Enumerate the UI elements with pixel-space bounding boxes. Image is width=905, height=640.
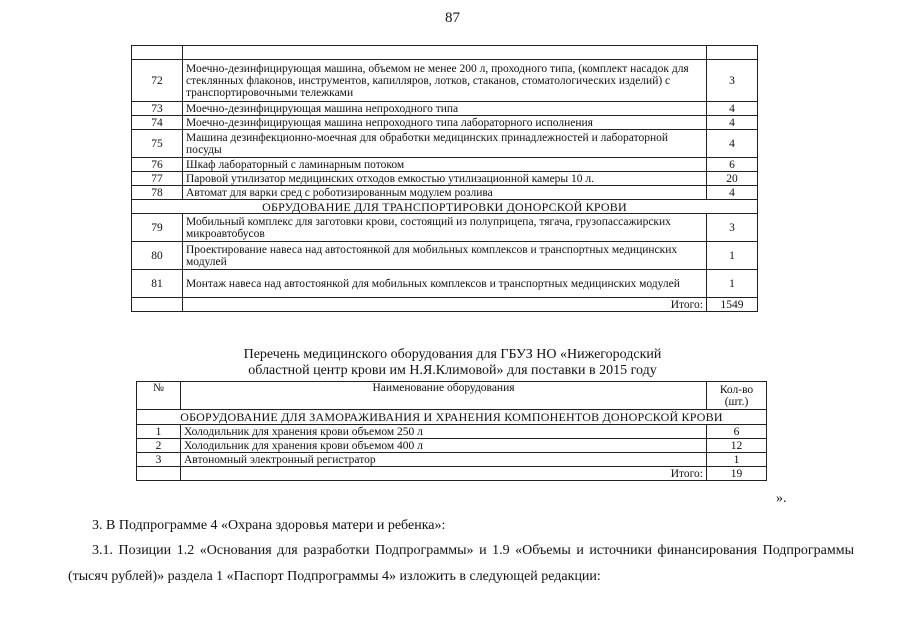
row-name: Холодильник для хранения крови объемом 400 л — [181, 439, 707, 453]
row-num: 80 — [132, 242, 183, 270]
table-row — [132, 270, 758, 298]
row-name: Моечно-дезинфицирующая машина непроходного типа лабораторного исполнения — [183, 116, 707, 130]
total-value: 19 — [707, 467, 767, 481]
empty-cell — [183, 46, 707, 60]
table-row — [132, 102, 758, 116]
row-name: Автомат для варки сред с роботизированным модулем розлива — [183, 186, 707, 200]
row-qty: 3 — [707, 60, 758, 102]
header-num: № — [137, 382, 181, 410]
row-name: Монтаж навеса над автостоянкой для мобильных комплексов и транспортных медицинских модулей — [183, 270, 707, 298]
table-header-row — [132, 46, 758, 60]
total-label: Итого: — [181, 467, 707, 481]
row-name: Холодильник для хранения крови объемом 250 л — [181, 425, 707, 439]
row-num: 2 — [137, 439, 181, 453]
header-name: Наименование оборудования — [181, 382, 707, 410]
total-value: 1549 — [707, 298, 758, 312]
row-num: 74 — [132, 116, 183, 130]
table-row — [137, 439, 767, 453]
row-qty: 12 — [707, 439, 767, 453]
table-row — [132, 60, 758, 102]
table-row — [132, 172, 758, 186]
total-label: Итого: — [183, 298, 707, 312]
total-row — [137, 467, 767, 481]
row-qty: 6 — [707, 158, 758, 172]
row-qty: 3 — [707, 214, 758, 242]
total-row — [132, 298, 758, 312]
paragraph-subprogram-4: 3. В Подпрограмме 4 «Охрана здоровья матери и ребенка»: — [92, 518, 446, 533]
section-title: ОБОРУДОВАНИЕ ДЛЯ ЗАМОРАЖИВАНИЯ И ХРАНЕНИЯ КОМПОНЕНТОВ ДОНОРСКОЙ КРОВИ — [137, 410, 767, 425]
table-row — [132, 242, 758, 270]
row-name: Моечно-дезинфицирующая машина непроходного типа — [183, 102, 707, 116]
table-row — [132, 116, 758, 130]
row-name: Машина дезинфекционно-моечная для обработки медицинских принадлежностей и лабораторной посуды — [183, 130, 707, 158]
row-num: 72 — [132, 60, 183, 102]
row-num: 75 — [132, 130, 183, 158]
empty-cell — [132, 46, 183, 60]
row-name: Автономный электронный регистратор — [181, 453, 707, 467]
row-name: Мобильный комплекс для заготовки крови, состоящий из полуприцепа, тягача, грузопассажирских микроавтобусов — [183, 214, 707, 242]
row-qty: 1 — [707, 453, 767, 467]
table-row — [137, 453, 767, 467]
row-num: 77 — [132, 172, 183, 186]
closing-quote: ». — [776, 491, 787, 506]
row-num: 3 — [137, 453, 181, 467]
table-row — [132, 214, 758, 242]
equipment-table-continued — [131, 45, 758, 312]
row-qty: 6 — [707, 425, 767, 439]
section-row — [132, 200, 758, 214]
empty-cell — [707, 46, 758, 60]
row-qty: 4 — [707, 116, 758, 130]
row-qty: 20 — [707, 172, 758, 186]
table-header-row — [137, 382, 767, 410]
row-num: 81 — [132, 270, 183, 298]
freezing-equipment-table — [136, 381, 767, 481]
page-number: 87 — [445, 10, 460, 26]
paragraph-positions: 3.1. Позиции 1.2 «Основания для разработки Подпрограммы» и 1.9 «Объемы и источники финансирования Подпрограммы (тысяч рублей)» раздела 1 «Паспорт Подпрограммы 4» изложить в следующей редакции: — [68, 543, 854, 584]
row-qty: 1 — [707, 242, 758, 270]
row-num: 79 — [132, 214, 183, 242]
table-row — [132, 130, 758, 158]
section-title: ОБРУДОВАНИЕ ДЛЯ ТРАНСПОРТИРОВКИ ДОНОРСКОЙ КРОВИ — [132, 200, 758, 214]
row-num: 76 — [132, 158, 183, 172]
row-num: 1 — [137, 425, 181, 439]
empty-cell — [132, 298, 183, 312]
row-qty: 4 — [707, 102, 758, 116]
table-row — [132, 158, 758, 172]
table-row — [132, 186, 758, 200]
row-name: Проектирование навеса над автостоянкой для мобильных комплексов и транспортных медицинских модулей — [183, 242, 707, 270]
empty-cell — [137, 467, 181, 481]
row-name: Моечно-дезинфицирующая машина, объемом не менее 200 л, проходного типа, (комплект насадок для стеклянных флаконов, инструментов, капилляров, лотков, стаканов, стоматологических изделий) с транспортировочными тележками — [183, 60, 707, 102]
row-name: Шкаф лабораторный с ламинарным потоком — [183, 158, 707, 172]
row-qty: 4 — [707, 186, 758, 200]
caption-line-1: Перечень медицинского оборудования для ГБУЗ НО «Нижегородский — [243, 347, 662, 362]
caption-line-2: областной центр крови им Н.Я.Климовой» для поставки в 2015 году — [248, 363, 657, 378]
row-num: 73 — [132, 102, 183, 116]
table-row — [137, 425, 767, 439]
header-qty: Кол-во (шт.) — [707, 382, 767, 410]
section-row — [137, 410, 767, 425]
equipment-list-caption — [0, 347, 905, 379]
row-num: 78 — [132, 186, 183, 200]
row-qty: 4 — [707, 130, 758, 158]
row-name: Паровой утилизатор медицинских отходов емкостью утилизационной камеры 10 л. — [183, 172, 707, 186]
row-qty: 1 — [707, 270, 758, 298]
